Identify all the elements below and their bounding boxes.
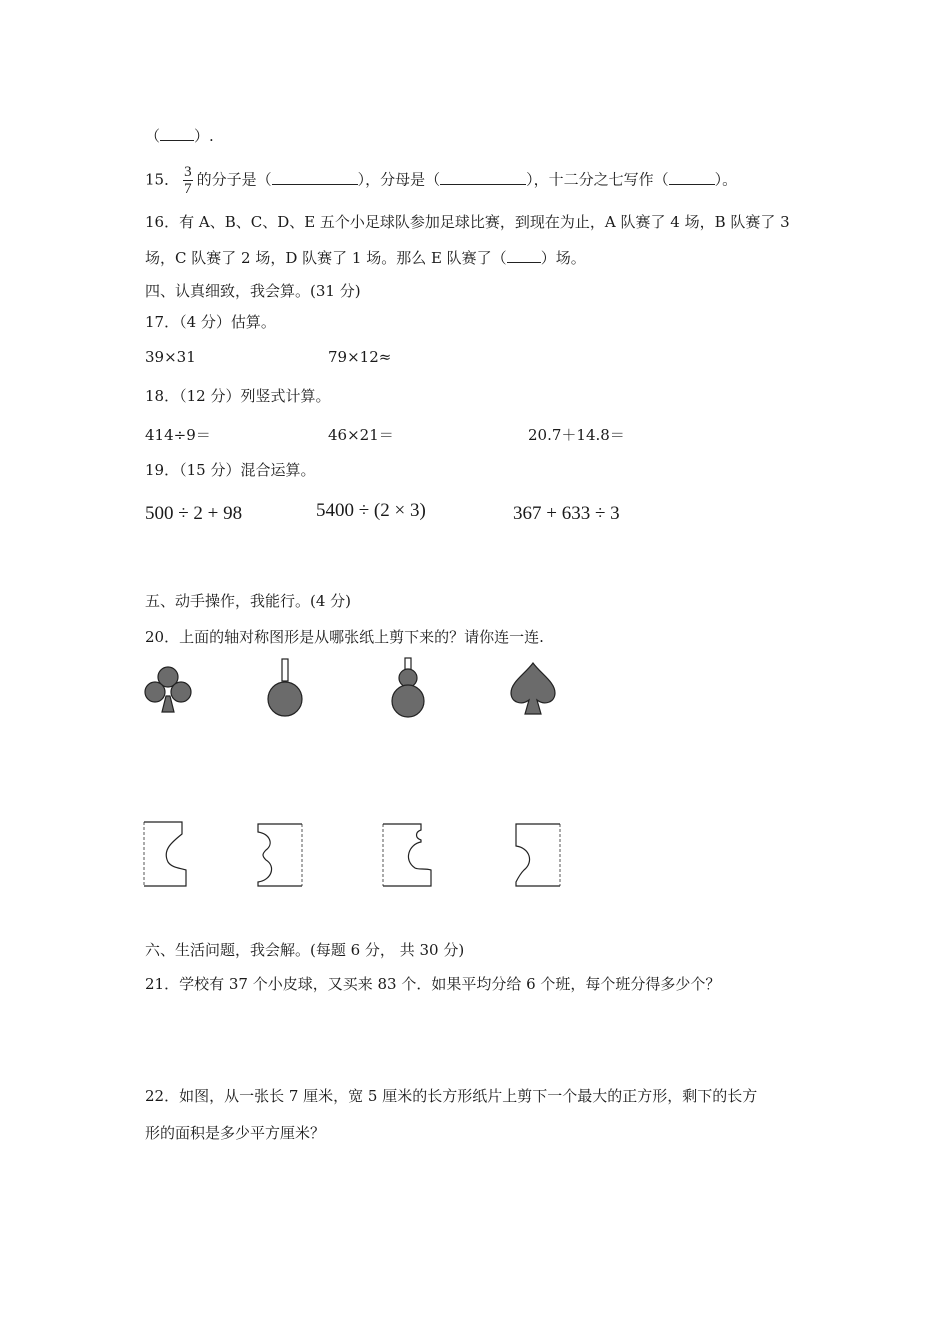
racket-shape[interactable] <box>262 657 308 719</box>
gourd-shape[interactable] <box>386 656 430 720</box>
q16-line2: 场，C 队赛了 2 场，D 队赛了 1 场。那么 E 队赛了（ ）场。 <box>145 249 586 267</box>
q18-item-2: 46×21＝ <box>328 426 394 444</box>
q14-tail: （ ）. <box>145 127 214 145</box>
paper-piece-2[interactable] <box>256 822 306 888</box>
q19-expr-1: 500 ÷ 2 + 98 <box>145 503 243 524</box>
paper-piece-4[interactable] <box>512 822 564 888</box>
q17-item-1: 39×31 <box>145 348 196 366</box>
q15-denominator-blank[interactable] <box>440 170 526 185</box>
q18-item-3: 20.7＋14.8＝ <box>528 426 625 444</box>
q15-numerator-blank[interactable] <box>272 170 358 185</box>
q15: 15． $\frac{3}{7}$ 的分子是（ ），分母是（ ），十二分之七写作（ ）。 <box>145 164 738 197</box>
q18-title: 18．（12 分）列竖式计算。 <box>145 387 331 405</box>
q19-title: 19．（15 分）混合运算。 <box>145 461 316 479</box>
q22-line2: 形的面积是多少平方厘米？ <box>145 1124 326 1142</box>
q20-title: 20．上面的轴对称图形是从哪张纸上剪下来的？请你连一连. <box>145 628 544 646</box>
q21-title: 21．学校有 37 个小皮球，又买来 83 个．如果平均分给 6 个班，每个班分得多少个？ <box>145 975 721 993</box>
section-4-title: 四、认真细致，我会算。(31 分) <box>145 282 361 300</box>
section-6-title: 六、生活问题，我会解。(每题 6 分， 共 30 分) <box>145 941 465 959</box>
q16-line1: 16．有 A、B、C、D、E 五个小足球队参加足球比赛，到现在为止，A 队赛了 4 场，B 队赛了 3 <box>145 213 790 231</box>
q14-answer-blank[interactable] <box>160 126 194 141</box>
q22-line1: 22．如图，从一张长 7 厘米，宽 5 厘米的长方形纸片上剪下一个最大的正方形，剩下的长方 <box>145 1087 758 1105</box>
q17-title: 17．（4 分）估算。 <box>145 313 276 331</box>
q16-answer-blank[interactable] <box>507 248 541 263</box>
q18-item-1: 414÷9＝ <box>145 426 211 444</box>
spade-shape[interactable] <box>505 660 561 718</box>
q19-expr-2: 5400 ÷ (2 × 3) <box>316 500 426 521</box>
club-shape[interactable] <box>140 662 196 718</box>
q15-seven-twelfths-blank[interactable] <box>669 170 715 185</box>
q17-item-2: 79×12≈ <box>328 348 392 366</box>
section-5-title: 五、动手操作，我能行。(4 分) <box>145 592 352 610</box>
fraction-3-7: $\frac{3}{7}$ <box>184 164 192 197</box>
q19-expr-3: 367 + 633 ÷ 3 <box>513 503 620 524</box>
paper-piece-1[interactable] <box>142 820 192 888</box>
paper-piece-3[interactable] <box>381 822 435 888</box>
